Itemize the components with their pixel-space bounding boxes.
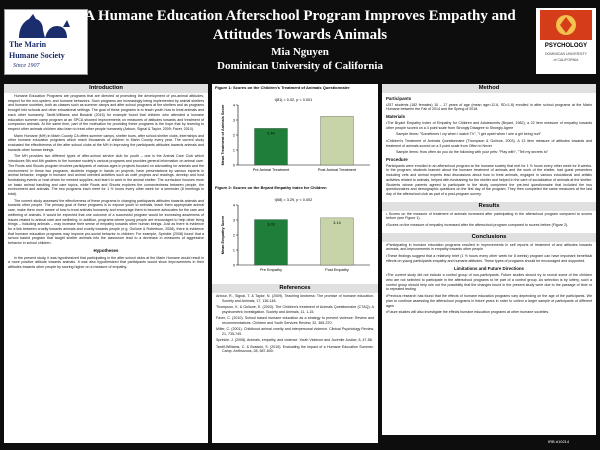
results-item: •Scores on the measure of empathy increased after the afterschool program compared to scores before (Figure 2). [386,223,569,228]
results-item: • Scores on the measure of treatment of animals increased after participating in the afterschool program compared to scores before (see Figure 1). [386,211,592,221]
participants-text: •257 students (182 females) 10 – 17 years of age (mean age=12.6, SD=1.8) enrolled in after school programs at the Marin Humane between the Fall of 2014 and the Spring of 2018. [386,102,592,112]
logo-left-line1: The Marin [9,40,47,49]
bar [321,116,354,165]
poster-title-line1: A Humane Education Afterschool Program Improves Empathy and [84,8,516,24]
reference-item: Arbour, R., Signal, T. & Taylor, N. (2009). Teaching kindness: The promise of humane education. Society and Animals, 17, 136-148. [216,294,374,303]
introduction-body [4,93,208,273]
introduction-heading: Introduction [4,84,208,93]
materials-sample: Sample items: "Sometimes I cry when I watch TV", "I get upset when I see a girl being hurt" [396,132,542,137]
figure2-caption: Figure 2: Scores on the Bryant Empathy Index for Children [215,185,327,190]
y-axis-label: Mean Treatment of Animals Score [221,104,225,166]
intro-paragraph: Marin Humane (MH) in Marin County CA offers summer camps, shelter tours, after school shelter clubs, internships and other humane education programs which reach thousands of children in Marin County every year. The current study evaluated the effectiveness of the after school clubs at the MH in improving the participants attitudes towards animals and towards other human beings. [8,133,204,152]
logo-left-since: Since 1907 [13,63,40,69]
y-tick-label: 3 [232,118,235,123]
method-body [382,93,596,200]
materials-item: •The Bryant Empathy Index of Empathy for Children and Adolescents (Bryant, 1982), a 22 item measure of empathy towards other people scored on a 4 point scale from Strongly Disagree to Strongly Agree [386,120,592,130]
y-tick-label: 4 [232,103,235,108]
materials-heading: Materials [386,114,406,120]
reference-item: Tardif-Williams, C. & Bosacki, S. (2015). Evaluating the Impact of a Humane Education Summer-Camp. Anthrozoos, 28, 587-600. [216,344,374,353]
y-tick-label: 0 [232,263,235,268]
references-heading: References [212,284,378,293]
participants-heading: Participants [386,96,412,101]
results-heading: Results [382,202,596,211]
figures-panel [212,84,378,443]
limitations-item: •Previous research has found that the effects of humane education programs vary depending on the age of the participants. We plan to continue assessing the afterschool programs in future years in order to collect a larger sample of participants of different ages [386,294,592,308]
logo-right-title: PSYCHOLOGY [544,43,588,49]
y-tick-label: 2 [232,133,235,138]
psychology-shield-icon [536,8,596,42]
method-panel [382,84,596,435]
poster-affiliation: Dominican University of California [217,60,383,72]
y-tick-label: 0 [232,163,235,168]
materials-sample: Sample items: How often do you do the following with your pets: "Play with", "Tell my secrets to" [396,150,549,155]
reference-item: Thompson, K. & Gullone, E. (2003). The Children's treatment of Animals Questionnaire (CTAQ): A psychometric investigation. Society and Animals, 11, 1-15. [216,305,374,314]
bar [321,218,354,265]
figure1-caption: Figure 1: Scores on the Children's Treatment of Animals Questionnaire [215,85,350,90]
x-category-label: Pre Empathy [260,268,282,272]
procedure-text: Participants were enrolled in an afterschool program at the humane society that met for 1 ½ hours every other week for 8 weeks. In the program, students learned about the humane treatment of animals and the work of the shelter, had guest presenters including vets and animal experts lead discussions about how to treat animals, engaged in various educational and artistic activities related to animals, helped with fundraising for the shelter and helped in the care of socialization of animals at the shelter. Students whose parents agreed to participate in the study completed the pre-test questionnaire that included the two questionnaires and demographic questions on the first day of the program. They then completed the same measures at the last day of the afterschool club as part of a post-program survey. [386,163,592,196]
references-list [212,293,378,357]
poster-author: Mia Nguyen [271,46,329,58]
conclusions-heading: Conclusions [382,233,596,242]
y-tick-label: 2 [232,233,235,238]
bar-data-label: 3.14 [333,220,341,225]
reference-item: Miller, C. (2001). Childhood animal cruelty and interpersonal violence. Clinical Psychology Review, 21, 735-749. [216,327,374,336]
conclusions-item: •These findings suggest that a relatively brief (1 ½ hours every other week for 8 weeks) program can have important beneficial effects on young participants empathy and humane attitudes. These types of programs should be encouraged and supported. [386,254,592,263]
stat-annotation: t(81) = 0.02, p < 0.001 [274,98,313,102]
figure1-chart [212,91,378,177]
irb-number: IRB #10214 [548,439,570,444]
y-tick-label: 3 [232,218,235,223]
materials-item: •Children's Treatment of Animals Questionnaire (Thompson & Gullone, 2003). A 13 item measure of attitudes towards and treatment of animals scored on a 3 point scale from Often to Never [386,138,592,148]
y-tick-label: 4 [232,203,235,208]
bar-data-label: 3.03 [267,222,275,227]
limitations-item: •The current study did not include a control group of non-participants. Future studies should try to recruit some of the children who are not selected to participate in the afterschool programs to be part of a control group. As selection is by lottery, such a control group should help rule out the possibility that the changes found in the present study were due to the passage of time or to repeated testing [386,273,592,292]
procedure-heading: Procedure [386,157,408,163]
x-category-label: Pre Animal Treatment [252,168,290,172]
y-tick-label: 1 [232,148,235,153]
results-body [382,211,596,231]
stat-annotation: t(58) = 3.29, p < 0.002 [274,198,313,202]
logo-left-line2: Humane Society [9,51,65,60]
x-category-label: Post Animal Treatment [317,168,357,172]
method-heading: Method [382,84,596,93]
reference-item: Sprinkle, J. (2008). Animals, empathy, and violence. Youth Violence and Juvenile Justice, 6, 47-58. [216,338,373,342]
logo-right-sub2: of CALIFORNIA [553,58,579,62]
figure2-chart [212,191,378,277]
bar-data-label: 2.44 [267,131,275,136]
reference-item: Faver, C. (2010). School based humane education as a strategy to prevent violence: Review and recommendations. Children and Youth Services Review, 32, 365-370. [216,316,374,325]
intro-paragraph: Humane Education Programs are programs that are directed at promoting the development of pro-animal attitudes, respect for the eco-system, and humane behaviors. Such programs are increasingly being implemented by animal shelters and humane societies, both as classes such as summer camps and after school programs at the shelters and as programs brought into schools and other educational settings. The goal of these programs is to teach youth how to treat animals and each other humanely. Tardif-Williams and Bosacki (2015) for example found that children who attended a humane education summer camp program at an SPCA showed improvements on measures of attitudes towards and treatment of companion animals. At the same time, part of the motivation for providing these programs is the hope that by learning to respect other animals children also learn to treat other people humanely (Arbour, Signal & Taylor, 2009; Faver, 2010). [8,94,204,131]
hypotheses-text: In the present study, it was hypothesized that participating in the after school clubs at the Marin Humane would result in a more positive attitude towards animals. It was also hypothesized that participants would show improvements in their attitudes towards other people by scoring higher on a measure of empathy. [8,255,204,269]
limitations-heading: Limitations and Future Directions [453,265,524,271]
limitations-item: •Future studies will also investigate the effects humane education programs at other humane societies. [386,310,550,315]
intro-paragraph: The current study assessed the effectiveness of these programs in changing participants attitudes towards animals and towards other people. The primary goal of these programs is to expose youth to animals, teach them appropriate animal care, make them more aware of how to treat animals humanely and encourage them to become advocates for the care and wellbeing of animals. It would be expected that one outcome of a successful program would be increasing awareness of issues related to animal care and wellbeing. In addition, programs where young people are encouraged to help other living things – including animals – may increase their sense of empathy towards other human beings. Just as there is evidence for a link between cruelty towards animals and cruelty towards people (e.g. Gullone & Robertson, 2008), there is evidence that humane education programs may improve pro-social behavior in children. For example, Sprinkle (2008) found that a school based program that taught shelter animals into the classroom lead to a decrease in measures of aggressive behavior in school children. [8,198,204,246]
y-tick-label: 1 [232,248,235,253]
intro-paragraph: The MH provides two different types of after-school service club for youth – one is the Animal Care Club which introduces 5th and 6th graders to the humane society's various programs and provides general information on animal care. The Roots and Shoots program involves participants of various ages in projects focused on advocating for animals and the environment. In these two programs, students engage in hands on projects, have presentations by various experts in animal behavior, engage in humane and animal oriented activities such as craft projects and readings, develop and host fundraising events or host drives for needed supplies, and learn to work in the animal shelter. The curriculum focuses more on basic animal handling and care topics, while Roots and Shoots explores the connectedness between people, the environment and animals. The two programs each meet for 1 ½ hours every other week for a semester (8 meetings in total). [8,154,204,197]
psychology-department-logo [536,8,596,74]
conclusions-item: •Participating in humane education programs resulted in improvements in self reports of treatment of and attitudes towards animals, and improvements in empathy towards other people [386,242,592,252]
poster-title-line2: Attitudes Towards Animals [212,27,388,43]
introduction-panel [4,84,208,443]
hypotheses-heading: Hypotheses [93,247,119,253]
y-axis-label: Mean Empathy Score [221,215,225,255]
conclusions-body [382,242,596,318]
x-category-label: Post Empathy [325,268,349,272]
logo-right-sub1: DOMINICAN UNIVERSITY [544,52,587,56]
